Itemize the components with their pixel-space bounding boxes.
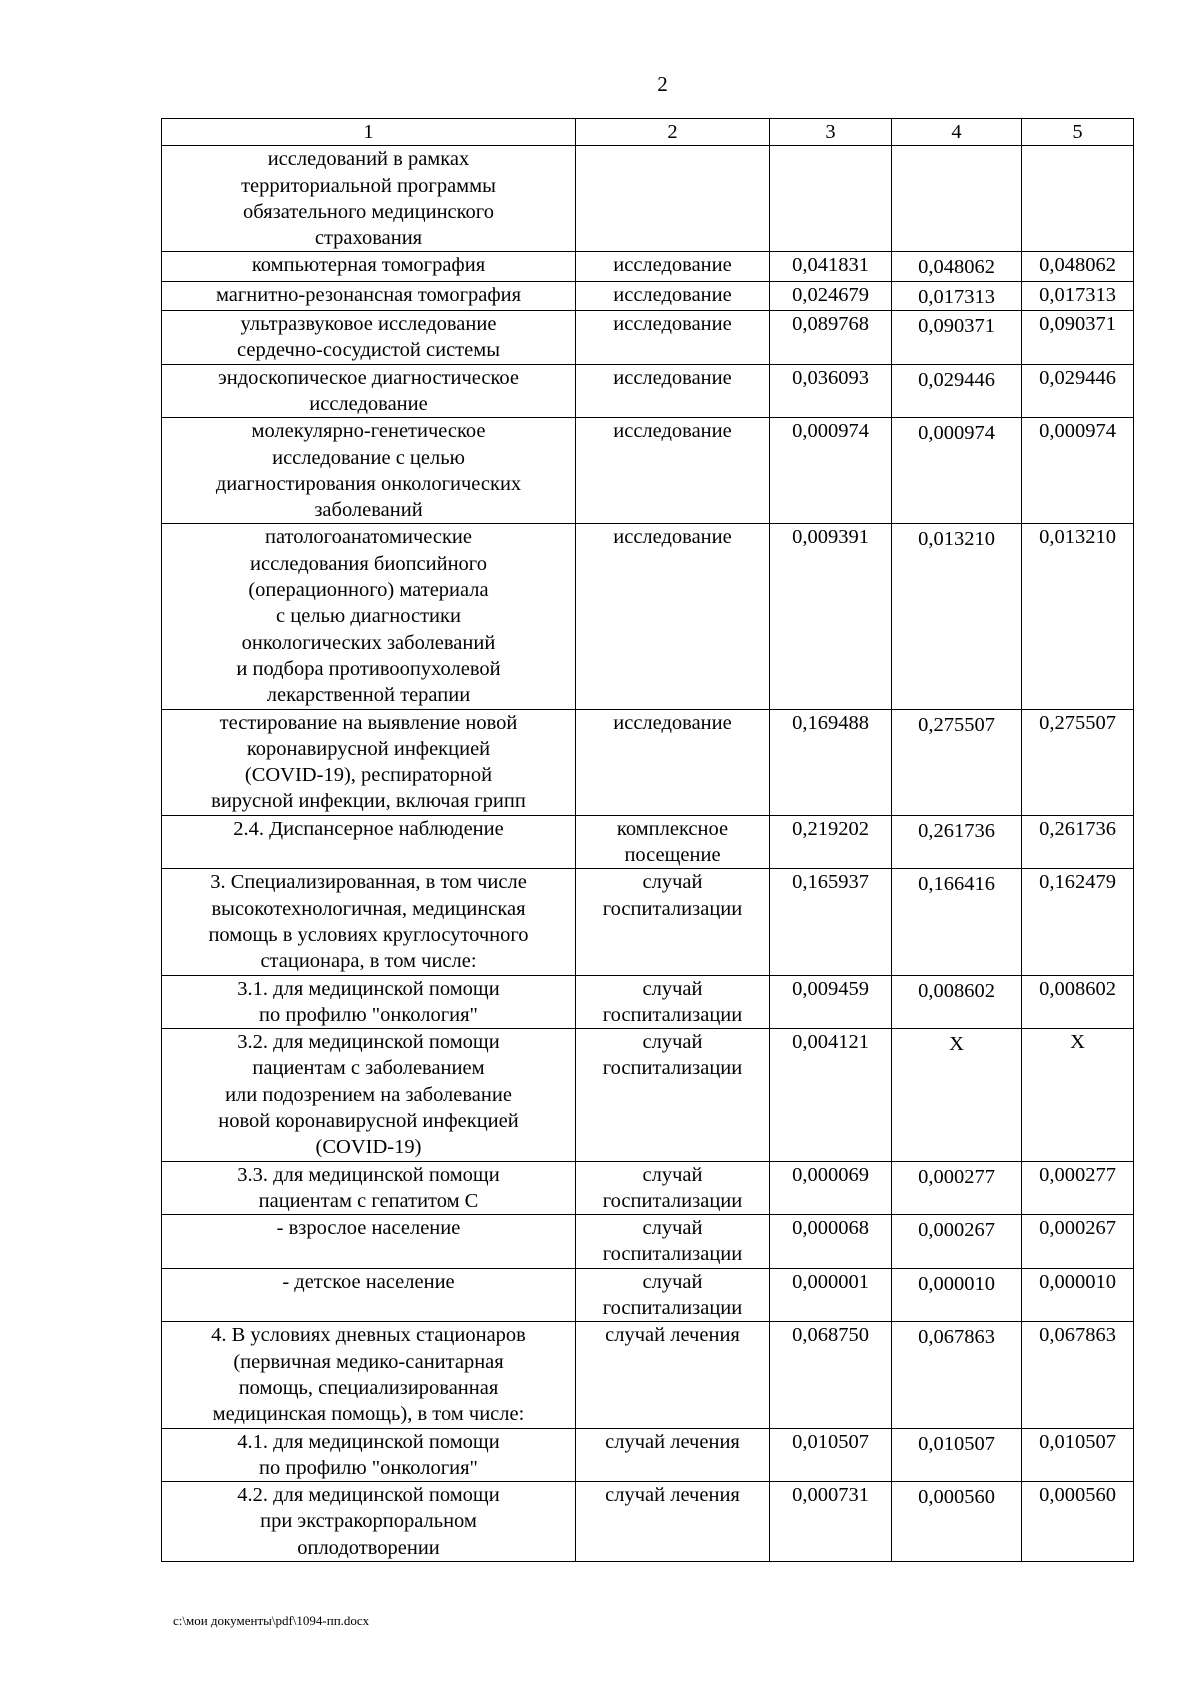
row-label-cell: исследований в рамках территориальной программы обязательного медицинского страхования: [162, 146, 576, 252]
value-cell-4: 0,275507: [892, 709, 1022, 815]
row-label-cell: патологоанатомические исследования биопсийного (операционного) материала с целью диагностики онкологических заболеваний и подбора противоопухолевой лекарственной терапии: [162, 524, 576, 709]
unit-cell: случай госпитализации: [576, 1161, 770, 1215]
row-label-cell: тестирование на выявление новой коронавирусной инфекцией (COVID-19), респираторной вирусной инфекции, включая грипп: [162, 709, 576, 815]
value-cell-5: 0,000267: [1022, 1215, 1134, 1269]
row-label-cell: 4.1. для медицинской помощи по профилю "онкология": [162, 1428, 576, 1482]
unit-cell: исследование: [576, 524, 770, 709]
value-cell-3: 0,000001: [770, 1268, 892, 1322]
value-cell-4: [892, 146, 1022, 252]
row-label-cell: - детское население: [162, 1268, 576, 1322]
unit-cell: случай госпитализации: [576, 1215, 770, 1269]
page-number: 2: [657, 72, 668, 96]
value-cell-5: 0,275507: [1022, 709, 1134, 815]
row-label-cell: ультразвуковое исследование сердечно-сосудистой системы: [162, 311, 576, 365]
value-cell-3: [770, 146, 892, 252]
unit-cell: исследование: [576, 364, 770, 418]
value-cell-4: 0,261736: [892, 815, 1022, 869]
unit-cell: исследование: [576, 252, 770, 281]
value-cell-5: 0,013210: [1022, 524, 1134, 709]
unit-cell: [576, 146, 770, 252]
value-cell-4: 0,000974: [892, 418, 1022, 524]
value-cell-5: 0,000974: [1022, 418, 1134, 524]
table-row: [162, 975, 1134, 1029]
value-cell-5: 0,010507: [1022, 1428, 1134, 1482]
value-cell-4: 0,013210: [892, 524, 1022, 709]
table-row: [162, 709, 1134, 815]
header-cell: 4: [892, 119, 1022, 146]
header-cell: 3: [770, 119, 892, 146]
unit-cell: случай лечения: [576, 1482, 770, 1562]
value-cell-5: 0,000010: [1022, 1268, 1134, 1322]
row-label-cell: 3.2. для медицинской помощи пациентам с заболеванием или подозрением на заболевание новой коронавирусной инфекцией (COVID-19): [162, 1029, 576, 1161]
table-row: [162, 1029, 1134, 1161]
value-cell-4: 0,000560: [892, 1482, 1022, 1562]
table-row: [162, 281, 1134, 310]
value-cell-5: 0,067863: [1022, 1322, 1134, 1428]
table-row: [162, 146, 1134, 252]
value-cell-4: 0,000010: [892, 1268, 1022, 1322]
unit-cell: случай госпитализации: [576, 869, 770, 975]
value-cell-5: 0,000560: [1022, 1482, 1134, 1562]
value-cell-4: 0,008602: [892, 975, 1022, 1029]
file-path-footer: c:\мои документы\pdf\1094-пп.docx: [173, 1613, 370, 1628]
unit-cell: комплексное посещение: [576, 815, 770, 869]
value-cell-3: 0,041831: [770, 252, 892, 281]
value-cell-5: 0,090371: [1022, 311, 1134, 365]
value-cell-3: 0,169488: [770, 709, 892, 815]
value-cell-5: 0,261736: [1022, 815, 1134, 869]
value-cell-3: 0,165937: [770, 869, 892, 975]
header-cell: 2: [576, 119, 770, 146]
table-row: [162, 1428, 1134, 1482]
row-label-cell: 2.4. Диспансерное наблюдение: [162, 815, 576, 869]
unit-cell: исследование: [576, 281, 770, 310]
unit-cell: случай госпитализации: [576, 1029, 770, 1161]
table-body: [162, 119, 1134, 1562]
row-label-cell: магнитно-резонансная томография: [162, 281, 576, 310]
table-row: [162, 1322, 1134, 1428]
value-cell-5: 0,048062: [1022, 252, 1134, 281]
value-cell-5: 0,162479: [1022, 869, 1134, 975]
row-label-cell: 3.1. для медицинской помощи по профилю "онкология": [162, 975, 576, 1029]
table-row: [162, 1482, 1134, 1562]
table-row: [162, 524, 1134, 709]
value-cell-3: 0,004121: [770, 1029, 892, 1161]
value-cell-3: 0,000068: [770, 1215, 892, 1269]
value-cell-5: 0,017313: [1022, 281, 1134, 310]
row-label-cell: компьютерная томография: [162, 252, 576, 281]
table-row: [162, 418, 1134, 524]
value-cell-4: 0,029446: [892, 364, 1022, 418]
row-label-cell: молекулярно-генетическое исследование с целью диагностирования онкологических заболеваний: [162, 418, 576, 524]
unit-cell: случай лечения: [576, 1322, 770, 1428]
unit-cell: исследование: [576, 311, 770, 365]
value-cell-3: 0,000974: [770, 418, 892, 524]
unit-cell: случай госпитализации: [576, 975, 770, 1029]
table-row: [162, 1268, 1134, 1322]
row-label-cell: 3.3. для медицинской помощи пациентам с гепатитом С: [162, 1161, 576, 1215]
value-cell-3: 0,000069: [770, 1161, 892, 1215]
unit-cell: исследование: [576, 418, 770, 524]
row-label-cell: эндоскопическое диагностическое исследование: [162, 364, 576, 418]
value-cell-5: 0,008602: [1022, 975, 1134, 1029]
value-cell-4: 0,067863: [892, 1322, 1022, 1428]
value-cell-4: 0,166416: [892, 869, 1022, 975]
value-cell-3: 0,219202: [770, 815, 892, 869]
table-row: [162, 1161, 1134, 1215]
value-cell-4: 0,017313: [892, 281, 1022, 310]
value-cell-3: 0,000731: [770, 1482, 892, 1562]
unit-cell: исследование: [576, 709, 770, 815]
value-cell-3: 0,009391: [770, 524, 892, 709]
value-cell-4: 0,010507: [892, 1428, 1022, 1482]
table-header-row: [162, 119, 1134, 146]
table-row: [162, 1215, 1134, 1269]
row-label-cell: 4.2. для медицинской помощи при экстракорпоральном оплодотворении: [162, 1482, 576, 1562]
value-cell-5: X: [1022, 1029, 1134, 1161]
table-row: [162, 364, 1134, 418]
table-row: [162, 311, 1134, 365]
row-label-cell: 3. Специализированная, в том числе высокотехнологичная, медицинская помощь в условиях круглосуточного стационара, в том числе:: [162, 869, 576, 975]
value-cell-3: 0,024679: [770, 281, 892, 310]
row-label-cell: 4. В условиях дневных стационаров (первичная медико-санитарная помощь, специализированная медицинская помощь), в том числе:: [162, 1322, 576, 1428]
data-table: [161, 118, 1134, 1562]
value-cell-3: 0,089768: [770, 311, 892, 365]
unit-cell: случай лечения: [576, 1428, 770, 1482]
value-cell-4: 0,000267: [892, 1215, 1022, 1269]
value-cell-4: 0,000277: [892, 1161, 1022, 1215]
table-row: [162, 815, 1134, 869]
row-label-cell: - взрослое население: [162, 1215, 576, 1269]
header-cell: 1: [162, 119, 576, 146]
value-cell-3: 0,010507: [770, 1428, 892, 1482]
value-cell-4: X: [892, 1029, 1022, 1161]
value-cell-5: [1022, 146, 1134, 252]
table-row: [162, 252, 1134, 281]
value-cell-5: 0,000277: [1022, 1161, 1134, 1215]
value-cell-4: 0,048062: [892, 252, 1022, 281]
unit-cell: случай госпитализации: [576, 1268, 770, 1322]
value-cell-5: 0,029446: [1022, 364, 1134, 418]
value-cell-3: 0,009459: [770, 975, 892, 1029]
table-row: [162, 869, 1134, 975]
value-cell-4: 0,090371: [892, 311, 1022, 365]
header-cell: 5: [1022, 119, 1134, 146]
value-cell-3: 0,036093: [770, 364, 892, 418]
value-cell-3: 0,068750: [770, 1322, 892, 1428]
